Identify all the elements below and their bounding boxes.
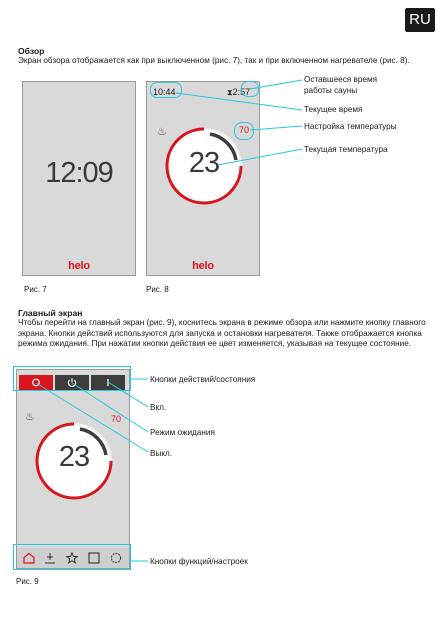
fig7-helo-logo: helo <box>68 260 90 272</box>
fig9-current-temp: 23 <box>58 441 90 473</box>
fig8-remaining-value: 2:57 <box>232 87 251 97</box>
callout-line-on <box>108 382 148 407</box>
callout-action-buttons: Кнопки действий/состояния <box>150 375 256 384</box>
fig8-helo-logo: helo <box>192 260 214 272</box>
callout-function-buttons: Кнопки функций/настроек <box>150 557 248 566</box>
language-badge: RU <box>405 8 435 32</box>
callout-off: Выкл. <box>150 449 173 458</box>
flame-icon: ♨ <box>157 126 167 138</box>
overview-text: Экран обзора отображается как при выключенном (рис. 7), так и при включенном нагревателе (рис. 8). <box>18 56 410 65</box>
callout-line-standby <box>72 383 148 432</box>
fig8-caption: Рис. 8 <box>146 285 169 294</box>
fig8-current-time: 10:44 <box>153 87 176 97</box>
fig9-set-temp: 70 <box>111 414 122 424</box>
callout-current-temp: Текущая температура <box>304 145 388 154</box>
main-screen-text: Чтобы перейти на главный экран (рис. 9), коснитесь экрана в режиме обзора или нажмите кнопку главного экрана. Кнопки действий используются для запуска и остановки нагревателя. Также отображается кнопка режима ожидания. При нажатии кнопки действия ее цвет изменяется, указывая на текущее состояние. <box>18 318 426 349</box>
overview-heading: Обзор <box>18 46 45 56</box>
fig8-current-temp: 23 <box>188 147 220 179</box>
fig8-set-temp: 70 <box>239 125 250 135</box>
fig7-caption: Рис. 7 <box>24 285 47 294</box>
callout-standby: Режим ожидания <box>150 428 215 437</box>
fig9-caption: Рис. 9 <box>16 577 39 586</box>
callout-on: Вкл. <box>150 403 167 412</box>
hourglass-icon: ⧗ <box>227 88 233 97</box>
fig7-clock: 12:09 <box>45 157 113 189</box>
main-screen-heading: Главный экран <box>18 308 83 318</box>
callout-current-time: Текущее время <box>304 105 363 114</box>
callout-temp-setting: Настройка температуры <box>304 122 397 131</box>
callout-line-off <box>36 383 148 452</box>
callout-remaining-time: Оставшееся время работы сауны <box>304 75 378 95</box>
flame-icon: ♨ <box>25 411 35 423</box>
